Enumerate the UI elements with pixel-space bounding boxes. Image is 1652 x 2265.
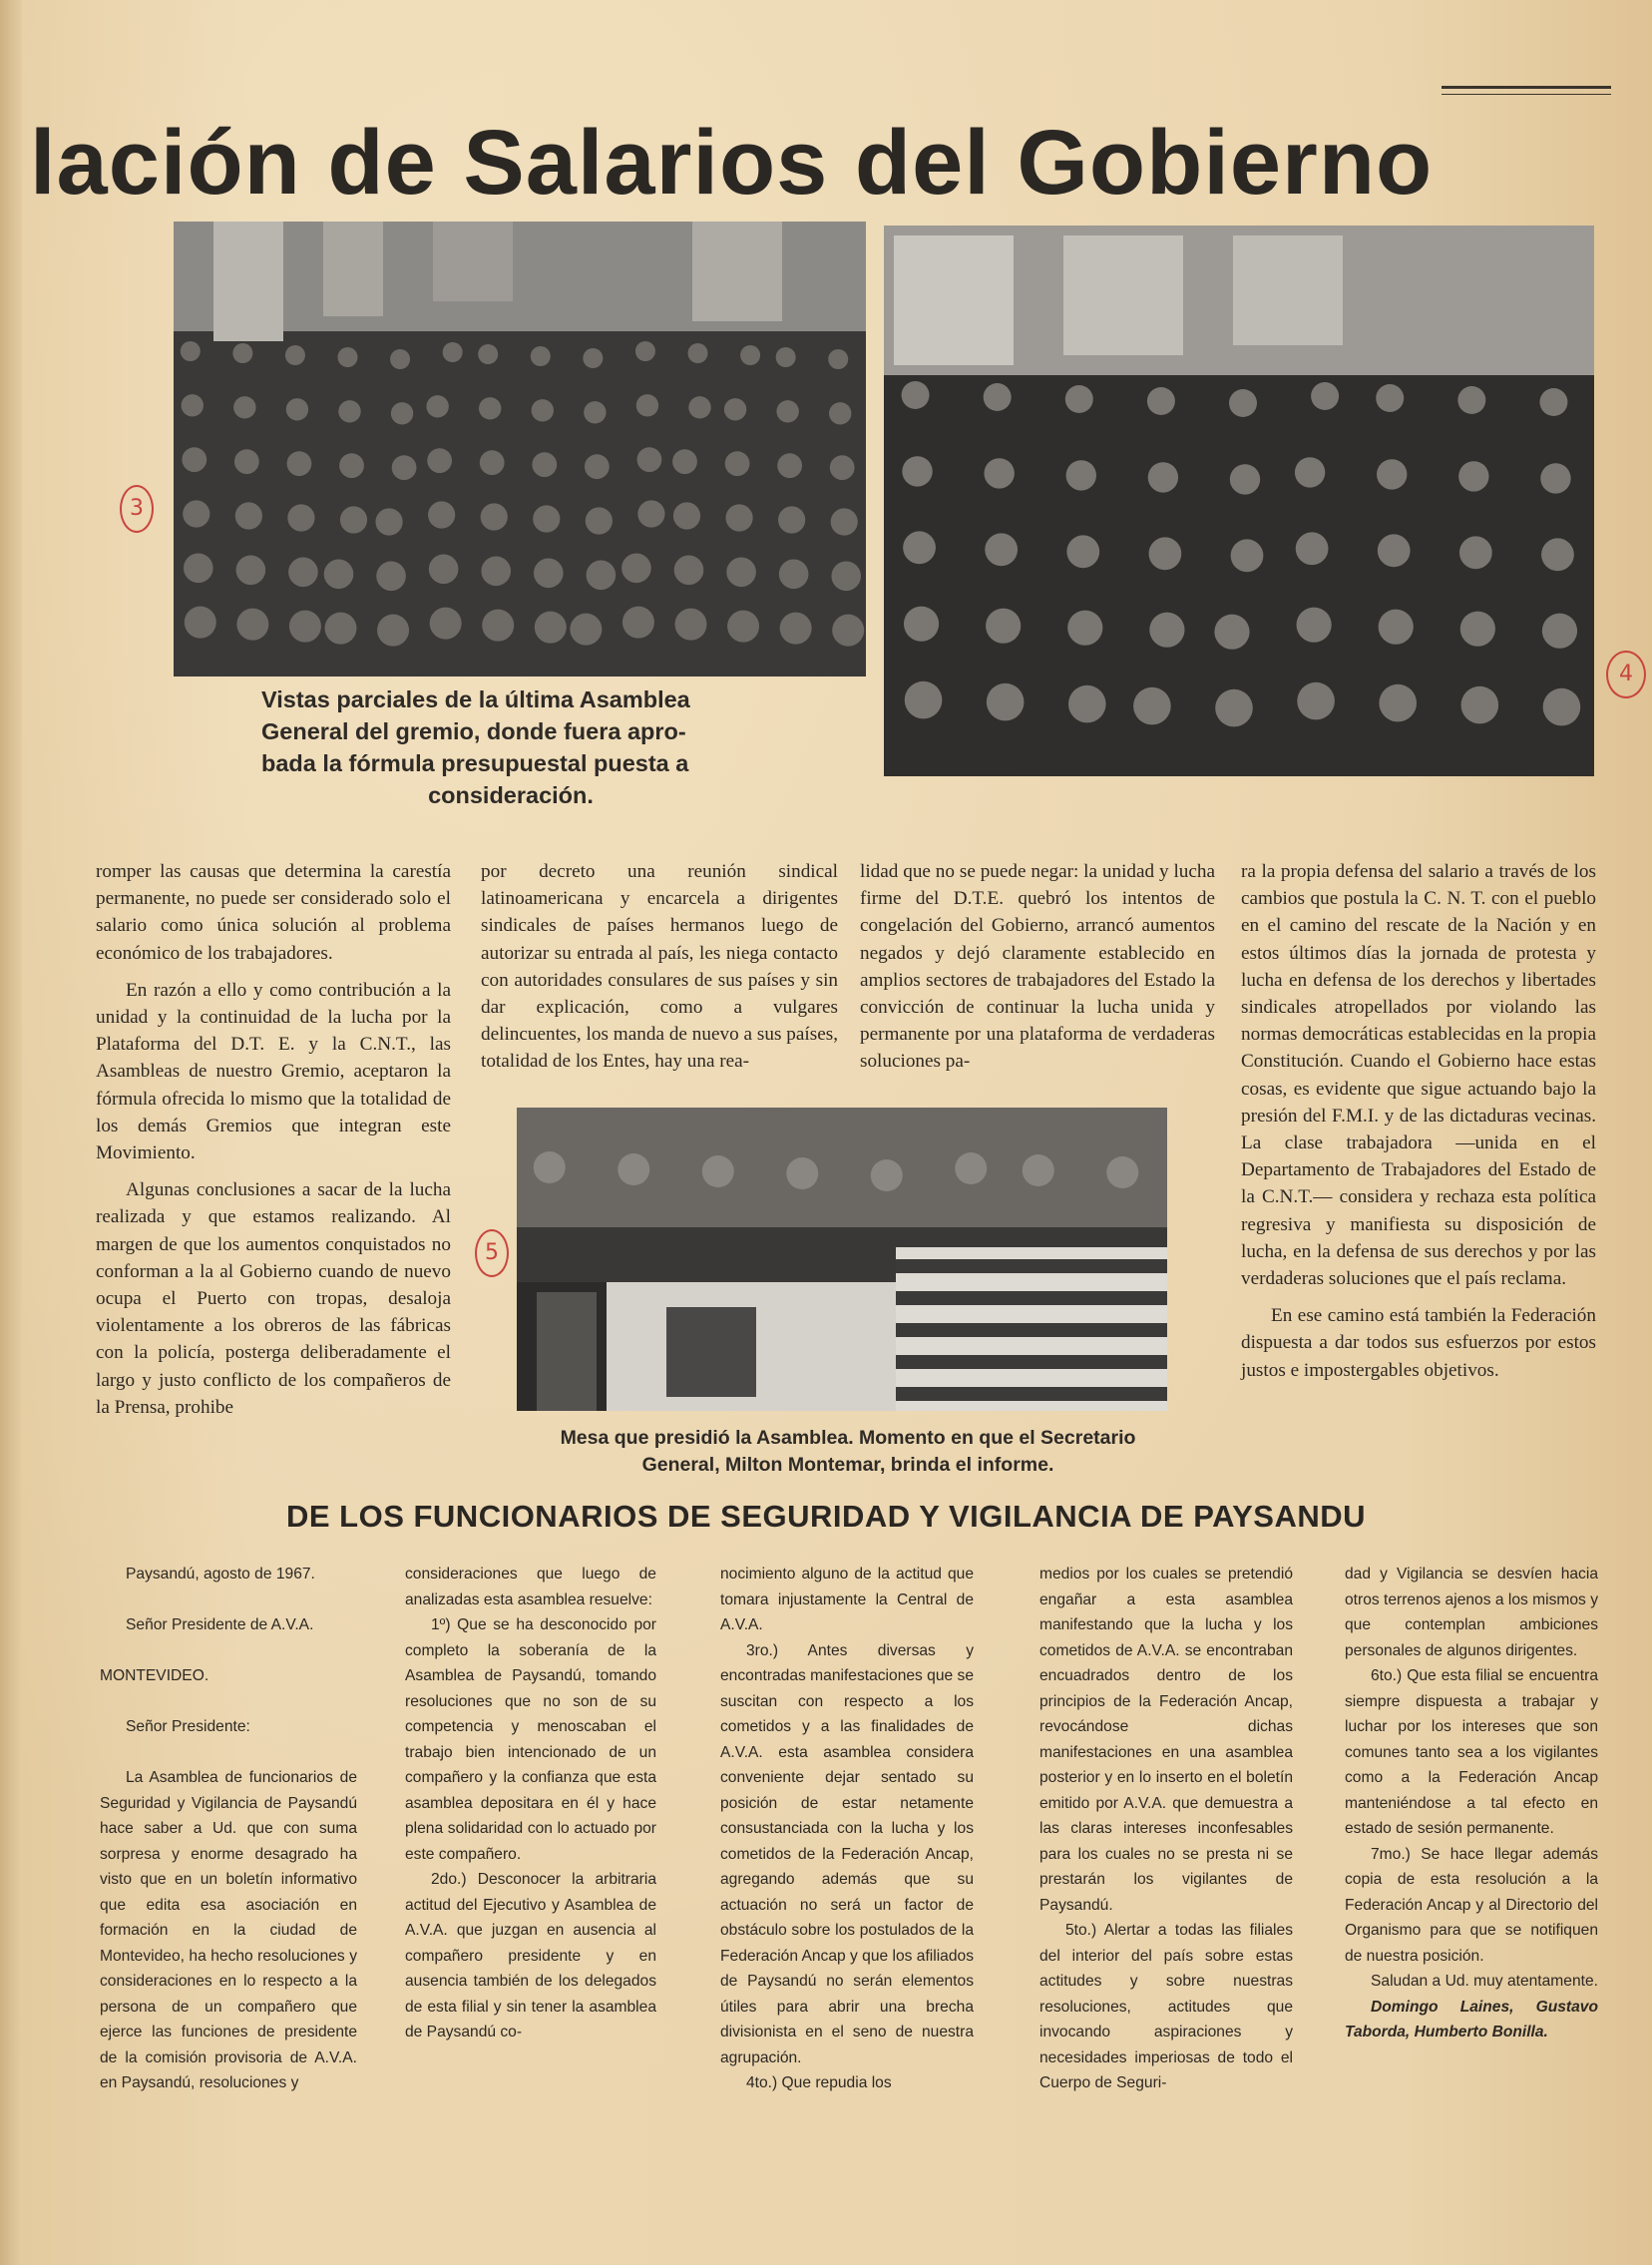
letter-column-5 [1345, 1562, 1598, 2045]
paragraph: Algunas conclusiones a sacar de la lucha realizada y que estamos realizando. Al margen de que los aumentos conquistados no conforman a la al Gobierno cuando de nuevo ocupa el Puerto con tropas, desaloja violentamente a los obreros de las fábricas con la policía, posterga deliberadamente el largo y justo conflicto de los compañeros de la Prensa, prohibe [96, 1179, 451, 1418]
page-fold-shadow [0, 0, 22, 2265]
crowd-head-shape [570, 614, 602, 646]
crowd-head-shape [987, 683, 1025, 721]
article-column-3 [860, 858, 1215, 1086]
letter-paragraph: 3ro.) Antes diversas y encontradas manifestaciones que se suscitan con respecto a los cometidos y a las finalidades de A.V.A. esta asamblea considera conveniente dejar sentado su posición de estar netamente consustanciada con la lucha y los cometidos de la Federación Ancap, agregando además que su actuación no será un factor de obstáculo sobre los postulados de la Federación Ancap y que los afiliados de Paysandú no serán elementos útiles para abrir una brecha divisionista en el seno de nuestra agrupación. [720, 1641, 974, 2066]
crowd-head-shape [984, 383, 1012, 411]
crowd-head-shape [1297, 682, 1335, 720]
letter-paragraph: Señor Presidente: [126, 1718, 250, 1735]
crowd-head-shape [1461, 686, 1499, 724]
crowd-head-shape [830, 455, 855, 480]
crowd-head-shape [478, 344, 498, 364]
crowd-head-shape [1543, 688, 1581, 726]
crowd-head-shape [338, 347, 358, 367]
crowd-head-shape [1068, 685, 1106, 723]
crowd-head-shape [903, 531, 936, 564]
letter-paragraph: 2do.) Desconocer la arbitraria actitud del Ejecutivo y Asamblea de A.V.A. que juzgan en ausencia al compañero presidente y en ausencia también de los delegados de esta filial y sin tener la asamblea de Paysandú co- [405, 1871, 656, 2040]
crowd-head-shape [1458, 461, 1488, 491]
crowd-head-shape [725, 451, 750, 476]
table-photo-graphic [517, 1108, 1167, 1411]
caption-line: General, Milton Montemar, brinda el informe. [641, 1454, 1054, 1476]
crowd-head-shape [340, 506, 367, 533]
crowd-head-shape [1147, 387, 1175, 415]
crowd-head-shape [618, 1153, 649, 1185]
crowd-head-shape [905, 681, 943, 719]
crowd-head-shape [443, 342, 463, 362]
letter-paragraph: 5to.) Alertar a todas las filiales del interior del país sobre estas actitudes y sobre nuestras resoluciones, actitudes que invocando aspiraciones y necesidades imperiosas de todo el Cuerpo de Seguri- [1039, 1922, 1293, 2091]
crowd-head-shape [985, 533, 1018, 566]
crowd-head-shape [233, 396, 255, 418]
crowd-head-shape [534, 1151, 566, 1183]
crowd-head-shape [183, 500, 209, 527]
crowd-head-shape [637, 447, 662, 472]
crowd-head-shape [376, 562, 406, 592]
crowd-head-shape [984, 458, 1014, 488]
crowd-head-shape [1231, 539, 1264, 572]
crowd-head-shape [1539, 388, 1567, 416]
crowd-head-shape [289, 611, 321, 643]
crowd-head-shape [236, 609, 268, 641]
crowd-head-shape [637, 500, 664, 527]
crowd-head-shape [234, 449, 259, 474]
crowd-head-shape [480, 450, 505, 475]
crowd-head-shape [286, 398, 308, 420]
crowd-head-shape [1148, 462, 1178, 492]
crowd-head-shape [1296, 532, 1329, 565]
crowd-head-shape [779, 560, 809, 590]
crowd-head-shape [1297, 608, 1332, 643]
top-photo-caption [261, 683, 790, 811]
crowd-head-shape [832, 615, 864, 647]
crowd-head-shape [324, 560, 354, 590]
crowd-head-shape [338, 400, 360, 422]
crowd-head-shape [532, 399, 554, 421]
crowd-head-shape [287, 451, 312, 476]
crowd-head-shape [236, 556, 266, 586]
crowd-head-shape [481, 557, 511, 587]
middle-photo-caption [519, 1425, 1177, 1479]
crowd-head-shape [533, 505, 560, 532]
crowd-head-shape [532, 452, 557, 477]
caption-line: Vistas parciales de la última Asamblea [261, 686, 690, 712]
crowd-head-shape [185, 607, 216, 639]
presiding-table-photo [517, 1108, 1167, 1411]
letter-column-2 [405, 1562, 656, 2045]
crowd-head-shape [285, 345, 305, 365]
crowd-head-shape [1295, 457, 1325, 487]
crowd-head-shape [986, 609, 1021, 644]
crowd-head-shape [535, 612, 567, 644]
crowd-head-shape [181, 341, 201, 361]
crowd-head-shape [1540, 463, 1570, 493]
crowd-head-shape [1215, 689, 1253, 727]
crowd-head-shape [702, 1155, 734, 1187]
caption-line: consideración. [428, 782, 594, 808]
crowd-head-shape [955, 1152, 987, 1184]
crowd-head-shape [726, 558, 756, 588]
crowd-head-shape [621, 554, 651, 584]
letter-paragraph: 6to.) Que esta filial se encuentra siempre dispuesta a trabajar y luchar por los intereses que son comunes tanto sea a los vigilantes como a la Federación Ancap manteniéndose a tal efecto en estado de sesión permanente. [1345, 1667, 1598, 1837]
article-column-1 [96, 858, 451, 1431]
crowd-head-shape [184, 554, 213, 584]
assembly-front-rows-photo [884, 226, 1594, 776]
assembly-crowd-photo [174, 222, 866, 677]
handwritten-mark: 5 [475, 1229, 509, 1277]
crowd-head-shape [831, 562, 861, 592]
letter-paragraph: Paysandú, agosto de 1967. [126, 1566, 315, 1583]
crowd-head-shape [377, 615, 409, 647]
crowd-head-shape [1379, 684, 1417, 722]
crowd-head-shape [724, 398, 746, 420]
crowd-head-shape [675, 609, 707, 641]
letter-column-1 [100, 1562, 357, 2096]
paragraph: En razón a ello y como contribución a la unidad y la continuidad de la lucha por la Plataforma del D.T. E. y la C.N.T., las Asambleas de nuestro Gremio, aceptaron la fórmula ofrecida lo mismo que la totalidad de los demás Gremios que integran este Movimiento. [96, 979, 451, 1164]
crowd-head-shape [1459, 536, 1492, 569]
crowd-head-shape [776, 347, 796, 367]
crowd-head-shape [430, 608, 462, 640]
crowd-head-shape [1066, 460, 1096, 490]
letter-paragraph: Saludan a Ud. muy atentamente. [1371, 1973, 1598, 1990]
spacer [100, 1740, 357, 1766]
spacer [100, 1638, 357, 1664]
crowd-head-shape [583, 348, 603, 368]
letter-column-3 [720, 1562, 974, 2096]
crowd-head-shape [688, 396, 710, 418]
paragraph: ra la propia defensa del salario a través de los cambios que postula la C. N. T. con el pueblo en el camino del rescate de la Nación y en estos últimos días la jornada de protesta y lucha en defensa de los derechos y libertades sindicales atropellados por violando las normas democráticas establecidas en la propia Constitución. Cuando el Gobierno hace estas cosas, es evidente que sigue actuando bajo la presión del F.M.I. y de las dictaduras vecinas. La clase trabajadora —unida en el Departamento de Trabajadores del Estado de la C.N.T.— considera y rechaza esta política regresiva y manifiesta su disposición de lucha, en la defensa de sus derechos y por las verdaderas soluciones que el país reclama. [1241, 861, 1596, 1290]
crowd-head-shape [1065, 385, 1093, 413]
crowd-head-shape [780, 613, 812, 645]
crowd-head-shape [1133, 687, 1171, 725]
crowd-head-shape [688, 343, 708, 363]
crowd-head-shape [740, 345, 760, 365]
spacer [100, 1689, 357, 1715]
crowd-head-shape [531, 346, 551, 366]
crowd-head-shape [235, 502, 262, 529]
handwritten-mark: 4 [1606, 651, 1646, 698]
crowd-head-shape [392, 455, 417, 480]
crowd-head-shape [587, 561, 617, 591]
crowd-head-shape [391, 402, 413, 424]
crowd-head-shape [871, 1159, 903, 1191]
crowd-head-shape [1379, 610, 1414, 645]
crowd-head-shape [1214, 615, 1249, 650]
crowd-head-shape [1106, 1156, 1138, 1188]
caption-line: Mesa que presidió la Asamblea. Momento en que el Secretario [560, 1427, 1136, 1449]
crowd-head-shape [426, 395, 448, 417]
letter-paragraph: consideraciones que luego de analizadas esta asamblea resuelve: [405, 1566, 656, 1608]
crowd-head-shape [1457, 386, 1485, 414]
paragraph: romper las causas que determina la carestía permanente, no puede ser considerado solo el salario como única solución al problema económico de los trabajadores. [96, 861, 451, 964]
signature-line: Domingo Laines, Gustavo Taborda, Humberto Bonilla. [1345, 1998, 1598, 2040]
crowd-head-shape [534, 559, 564, 589]
crowd-head-shape [288, 558, 318, 588]
crowd-head-shape [1378, 534, 1411, 567]
letter-paragraph: 7mo.) Se hace llegar además copia de esta resolución a la Federación Ancap y al Directorio del Organismo para que se notifiquen de nuestra posición. [1345, 1845, 1598, 1965]
crowd-head-shape [1376, 384, 1404, 412]
crowd-head-shape [585, 454, 610, 479]
crowd-photo-graphic [174, 222, 866, 677]
letter-paragraph: La Asamblea de funcionarios de Seguridad y Vigilancia de Paysandú hace saber a Ud. que con suma sorpresa y enorme desagrado ha visto que en un boletín informativo que edita esa asociación en formación en la ciudad de Montevideo, ha hecho resoluciones y consideraciones en lo respecto a la persona de un compañero que ejerce las funciones de presidente de la comisión provisoria de A.V.A. en Paysandú, resoluciones y [100, 1769, 357, 2091]
crowd-head-shape [672, 449, 697, 474]
front-rows-photo-graphic [884, 226, 1594, 776]
headline: lación de Salarios del Gobierno [30, 112, 1434, 214]
crowd-head-shape [586, 507, 613, 534]
letter-paragraph: Señor Presidente de A.V.A. [126, 1616, 314, 1633]
crowd-head-shape [635, 341, 655, 361]
caption-line: bada la fórmula presupuestal puesta a [261, 750, 689, 776]
article-column-2 [481, 858, 838, 1086]
crowd-head-shape [776, 400, 798, 422]
crowd-head-shape [390, 349, 410, 369]
crowd-head-shape [429, 555, 459, 585]
crowd-head-shape [828, 349, 848, 369]
crowd-head-shape [1148, 537, 1181, 570]
crowd-head-shape [375, 508, 402, 535]
letter-paragraph: 1º) Que se ha desconocido por completo la soberanía de la Asamblea de Paysandú, tomando resoluciones que no son de su competencia y menoscaban el trabajo bien intencionado de un compañero y la confianza que esta asamblea depositara en él y hace plena solidaridad con lo actuado por este compañero. [405, 1616, 656, 1863]
section-subheading: DE LOS FUNCIONARIOS DE SEGURIDAD Y VIGILANCIA DE PAYSANDU [285, 1499, 1367, 1534]
crowd-head-shape [777, 453, 802, 478]
crowd-head-shape [727, 611, 759, 643]
crowd-head-shape [786, 1157, 818, 1189]
crowd-head-shape [427, 448, 452, 473]
crowd-head-shape [1023, 1154, 1054, 1186]
letter-paragraph: MONTEVIDEO. [100, 1667, 209, 1684]
letter-paragraph: nocimiento alguno de la actitud que tomara injustamente la Central de A.V.A. [720, 1566, 974, 1633]
crowd-head-shape [622, 607, 654, 639]
letter-paragraph: medios por los cuales se pretendió engañar a esta asamblea manifestando que la lucha y los cometidos de A.V.A. se encontraban encuadrados dentro de los principios de la Federación Ancap, revocándose dichas manifestaciones en una asamblea posterior y en lo inserto en el boletín emitido por A.V.A. que demuestra a las claras intereses inconfesables para los cuales no se presta ni se prestarán los vigilantes de Paysandú. [1039, 1566, 1293, 1914]
caption-line: General del gremio, donde fuera apro- [261, 718, 686, 744]
crowd-head-shape [902, 456, 932, 486]
crowd-head-shape [1067, 611, 1102, 646]
crowd-head-shape [1460, 612, 1495, 647]
crowd-head-shape [904, 607, 939, 642]
crowd-head-shape [1066, 535, 1099, 568]
crowd-head-shape [673, 502, 700, 529]
crowd-head-shape [182, 447, 206, 472]
crowd-head-shape [1377, 459, 1407, 489]
crowd-head-shape [182, 394, 204, 416]
letter-paragraph: 4to.) Que repudia los [746, 2074, 892, 2091]
article-column-4 [1241, 858, 1596, 1394]
letter-paragraph: dad y Vigilancia se desvíen hacia otros terrenos ajenos a los mismos y que contemplan ambiciones personales de algunos dirigentes. [1345, 1566, 1598, 1659]
paragraph: lidad que no se puede negar: la unidad y lucha firme del D.T.E. quebró los intentos de congelación del Gobierno, arrancó aumentos negados y dejó claramente establecido en amplios sectores de trabajadores del Estado la convicción de continuar la lucha unida y permanente por una plataforma de verdaderas soluciones pa- [860, 861, 1215, 1073]
crowd-head-shape [829, 402, 851, 424]
letter-column-4 [1039, 1562, 1293, 2096]
crowd-head-shape [778, 506, 805, 533]
crowd-head-shape [482, 610, 514, 642]
paragraph: En ese camino está también la Federación dispuesta a dar todos sus esfuerzos por estos justos e impostergables objetivos. [1241, 1305, 1596, 1381]
crowd-head-shape [1230, 464, 1260, 494]
crowd-head-shape [479, 397, 501, 419]
spacer [100, 1587, 357, 1613]
crowd-head-shape [1229, 389, 1257, 417]
crowd-head-shape [339, 453, 364, 478]
crowd-head-shape [325, 613, 357, 645]
crowd-head-shape [232, 343, 252, 363]
top-rule [1442, 86, 1611, 89]
crowd-head-shape [481, 503, 508, 530]
crowd-head-shape [725, 504, 752, 531]
crowd-head-shape [831, 508, 858, 535]
paragraph: por decreto una reunión sindical latinoamericana y encarcela a dirigentes sindicales de países hermanos luego de autorizar su entrada al país, les niega contacto con autoridades consulares de sus países y sin dar explicación, como a vulgares delincuentes, los manda de nuevo a sus países, totalidad de los Entes, hay una rea- [481, 861, 838, 1073]
crowd-head-shape [584, 401, 606, 423]
crowd-head-shape [287, 504, 314, 531]
handwritten-mark: 3 [120, 485, 154, 533]
crowd-head-shape [428, 501, 455, 528]
crowd-head-shape [1541, 538, 1574, 571]
crowd-head-shape [636, 394, 658, 416]
crowd-head-shape [674, 556, 704, 586]
crowd-head-shape [1542, 614, 1577, 649]
top-rule-thin [1442, 94, 1611, 95]
crowd-head-shape [902, 381, 930, 409]
crowd-head-shape [1311, 382, 1339, 410]
crowd-head-shape [1149, 613, 1184, 648]
